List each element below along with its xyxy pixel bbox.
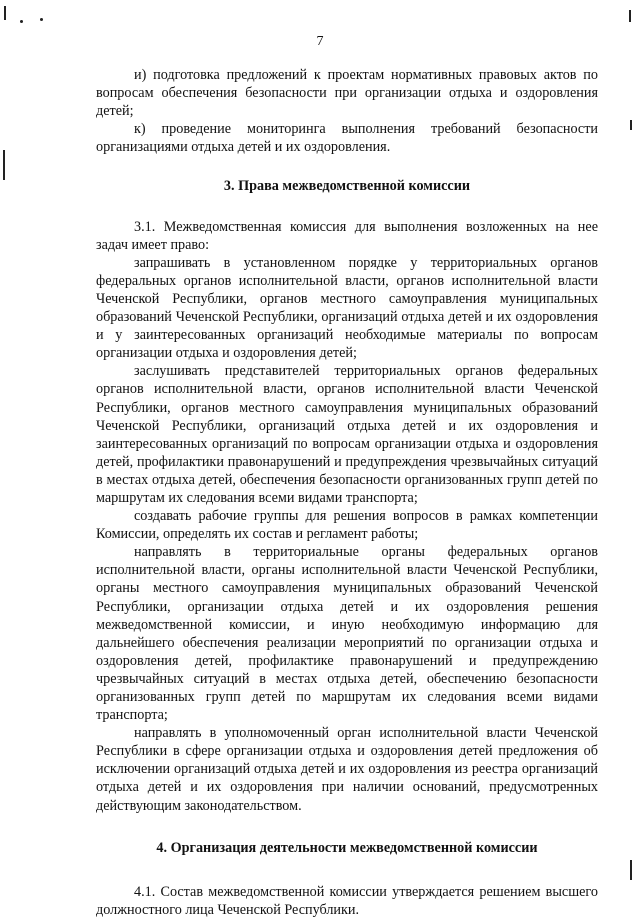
scan-mark-left-2 <box>20 20 23 23</box>
scan-mark-left-4 <box>3 150 5 180</box>
section-4-paragraph-1: 4.1. Состав межведомственной комиссии утверждается решением высшего должностного лица Чеченской Республики. <box>96 883 598 918</box>
right-request-materials: запрашивать в установленном порядке у территориальных органов федеральных органов исполнительной власти, органов исполнительной власти Чеченской Республики, органов местного самоуправления муниципальных образований Чеченской Республики, организаций отдыха детей и их оздоровления и у заинтересованных организаций необходимые материалы по вопросам организации отдыха и оздоровления детей; <box>96 254 598 362</box>
section-4-title: 4. Организация деятельности межведомственной комиссии <box>156 839 538 856</box>
scan-mark-right-1 <box>629 10 631 22</box>
item-i: и) подготовка предложений к проектам нормативных правовых актов по вопросам обеспечения безопасности при организации отдыха и оздоровления детей; <box>96 67 598 120</box>
right-hear-representatives: заслушивать представителей территориальных органов федеральных органов исполнительной власти, органов исполнительной власти Чеченской Республики, органов местного самоуправления муниципальных образований Чеченской Республики, организаций отдыха детей и их оздоровления и заинтересованных организаций по вопросам организации отдыха и оздоровления детей, профилактики правонарушений и предупреждения чрезвычайных ситуаций в местах отдыха детей, обеспечения безопасности организованных групп детей по маршрутам их следования всеми видами транспорта; <box>96 363 598 506</box>
section-3-title: 3. Права межведомственной комиссии <box>223 178 471 195</box>
scan-mark-right-2 <box>630 120 632 130</box>
right-send-decisions: направлять в территориальные органы федеральных органов исполнительной власти, органы исполнительной власти Чеченской Республики, органы местного самоуправления муниципальных образований Чеченской Республики, организации отдыха детей и их оздоровления решения межведомственной комиссии, и иную необходимую информацию для дальнейшего обеспечения реализации мероприятий по организации отдыха и оздоровления детей, профилактике правонарушений и предупреждению чрезвычайных ситуаций в местах отдыха детей, обеспечению безопасности организованных групп детей по маршрутам их следования всеми видами транспорта; <box>96 544 598 724</box>
scan-mark-left-1 <box>4 6 6 20</box>
scan-mark-right-3 <box>630 860 632 880</box>
page-number: 7 <box>316 34 324 49</box>
document-body <box>96 66 598 919</box>
item-k: к) проведение мониторинга выполнения требований безопасности организациями отдыха детей и их оздоровления. <box>96 121 598 156</box>
scan-mark-left-3 <box>40 18 43 21</box>
right-create-working-groups: создавать рабочие группы для решения вопросов в рамках компетенции Комиссии, определять их состав и регламент работы; <box>96 508 598 543</box>
section-3-intro: 3.1. Межведомственная комиссия для выполнения возложенных на нее задач имеет право: <box>96 218 598 253</box>
right-send-proposals: направлять в уполномоченный орган исполнительной власти Чеченской Республики в сфере организации отдыха и оздоровления детей предложения об исключении организаций отдыха детей и их оздоровления из реестра организаций отдыха детей и их оздоровления при наличии оснований, предусмотренных действующим законодательством. <box>96 725 598 814</box>
